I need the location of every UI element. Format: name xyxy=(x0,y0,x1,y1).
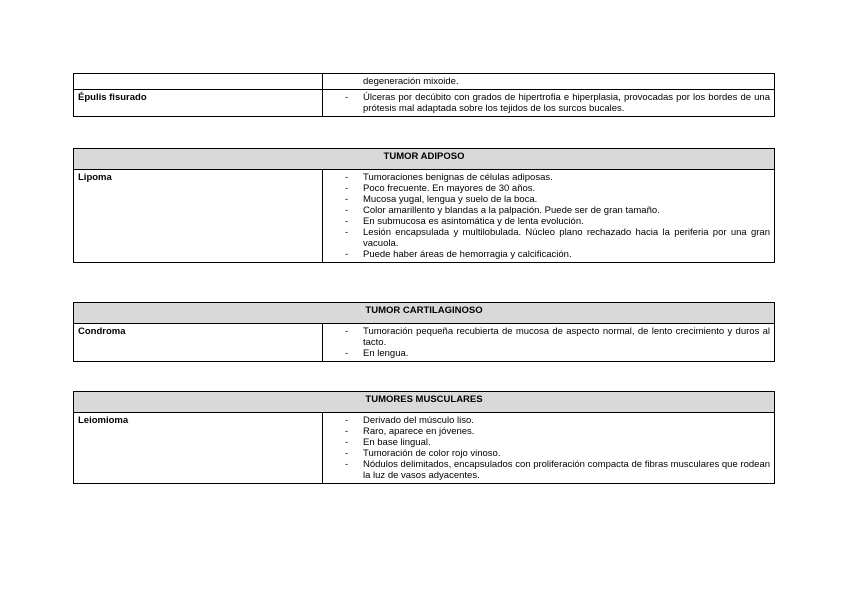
row-name-leiomioma: Leiomioma xyxy=(74,413,323,484)
row-description xyxy=(323,413,775,484)
list-item: - En submucosa es asintomática y de lenta evolución. xyxy=(345,216,770,227)
continuation-text: degeneración mixoide. xyxy=(363,76,459,87)
row-description xyxy=(323,170,775,263)
section-header: TUMOR CARTILAGINOSO xyxy=(74,303,775,324)
list-item: - Mucosa yugal, lengua y suelo de la boca. xyxy=(345,194,770,205)
list-item: - Nódulos delimitados, encapsulados con proliferación compacta de fibras musculares que rodean la luz de vasos adyacentes. xyxy=(345,459,770,481)
item-list xyxy=(327,172,770,260)
table-tumores-musculares xyxy=(73,391,775,484)
table-tumor-cartilaginoso xyxy=(73,302,775,362)
row-name-epulis: Épulis fisurado xyxy=(74,90,323,117)
table-row xyxy=(74,74,775,90)
row-name-condroma: Condroma xyxy=(74,324,323,362)
list-item: - En lengua. xyxy=(345,348,770,359)
row-description xyxy=(323,90,775,117)
list-item: - Tumoración de color rojo vinoso. xyxy=(345,448,770,459)
row-name-lipoma: Lipoma xyxy=(74,170,323,263)
table-row xyxy=(74,413,775,484)
item-list xyxy=(327,92,770,114)
list-item: - Poco frecuente. En mayores de 30 años. xyxy=(345,183,770,194)
table-row xyxy=(74,324,775,362)
table-row xyxy=(74,90,775,117)
table-row xyxy=(74,170,775,263)
table-continuation xyxy=(73,73,775,117)
list-item: - Úlceras por decúbito con grados de hipertrofia e hiperplasia, provocadas por los bordes de una prótesis mal adaptada sobre los tejidos de los surcos bucales. xyxy=(345,92,770,114)
list-item: - Tumoración pequeña recubierta de mucosa de aspecto normal, de lento crecimiento y duros al tacto. xyxy=(345,326,770,348)
item-list xyxy=(327,326,770,359)
list-item: - Color amarillento y blandas a la palpación. Puede ser de gran tamaño. xyxy=(345,205,770,216)
list-item: - Derivado del músculo liso. xyxy=(345,415,770,426)
row-description xyxy=(323,324,775,362)
list-item: - Raro, aparece en jóvenes. xyxy=(345,426,770,437)
row-description xyxy=(323,74,775,90)
list-item: - Lesión encapsulada y multilobulada. Núcleo plano rechazado hacia la periferia por una gran vacuola. xyxy=(345,227,770,249)
row-name-empty xyxy=(74,74,323,90)
list-item: - En base lingual. xyxy=(345,437,770,448)
section-header: TUMOR ADIPOSO xyxy=(74,149,775,170)
list-item: - Tumoraciones benignas de células adiposas. xyxy=(345,172,770,183)
table-tumor-adiposo xyxy=(73,148,775,263)
item-list xyxy=(327,415,770,481)
section-header: TUMORES MUSCULARES xyxy=(74,392,775,413)
list-item: - Puede haber áreas de hemorragia y calcificación. xyxy=(345,249,770,260)
